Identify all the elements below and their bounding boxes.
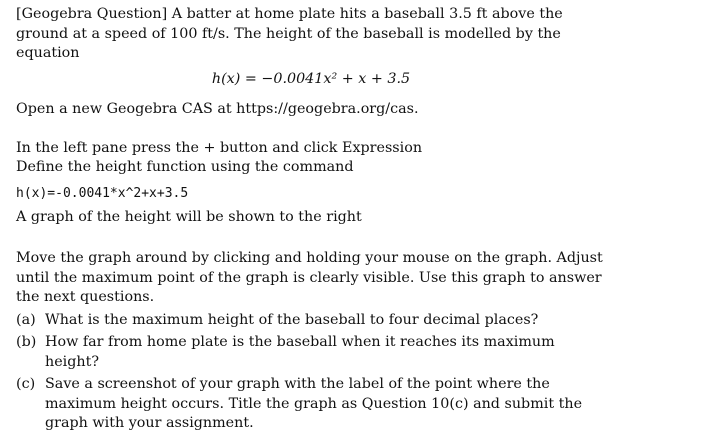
question-item [16, 333, 606, 372]
intro-paragraph: [Geogebra Question] A batter at home plate hits a baseball 3.5 ft above the ground at a speed of 100 ft/s. The height of the baseball is modelled by the equation [16, 6, 563, 61]
move-graph-instruction: Move the graph around by clicking and holding your mouse on the graph. Adjust until the maximum point of the graph is clearly visible. Use this graph to answer the next questions. [16, 250, 603, 305]
command-code: h(x)=-0.0041*x^2+x+3.5 [16, 185, 189, 201]
open-cas-instruction: Open a new Geogebra CAS at https://geogebra.org/cas. [16, 101, 419, 117]
step-line-1: In the left pane press the + button and click Expression [16, 139, 423, 156]
question-marker: (c) [16, 376, 36, 392]
equation-rhs: −0.0041x² + x + 3.5 [261, 70, 411, 87]
question-text: What is the maximum height of the baseball to four decimal places? [45, 311, 539, 328]
document [16, 5, 698, 437]
question-item [16, 311, 606, 331]
graph-note: A graph of the height will be shown to the right [16, 208, 362, 225]
question-marker: (a) [16, 311, 36, 328]
question-item [16, 375, 606, 434]
question-text: Save a screenshot of your graph with the label of the point where the maximum height occurs. Title the graph as Question 10(c) and submit the graph with your assignment. [45, 376, 583, 431]
question-text: How far from home plate is the baseball when it reaches its maximum height? [45, 334, 555, 370]
height-equation [16, 70, 606, 90]
questions-list [16, 311, 698, 434]
step-line-2: Define the height function using the command [16, 159, 354, 175]
question-marker: (b) [16, 334, 37, 350]
equation-lhs: h(x) = [211, 70, 262, 87]
